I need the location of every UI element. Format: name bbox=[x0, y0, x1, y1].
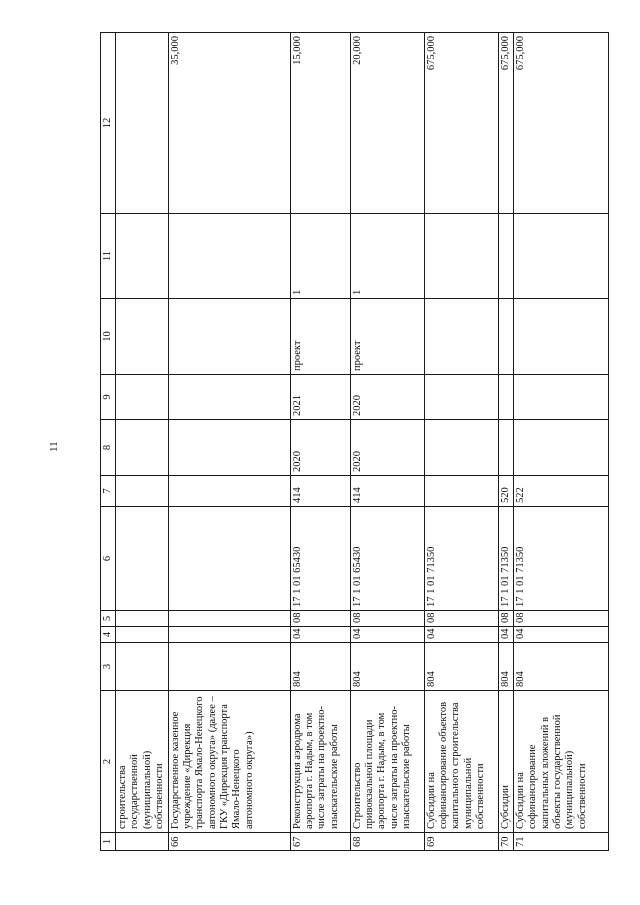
table-cell bbox=[168, 214, 290, 299]
description-cell: Субсидии bbox=[498, 691, 513, 833]
table-cell bbox=[168, 375, 290, 420]
table-cell bbox=[513, 420, 608, 476]
table-cell bbox=[116, 507, 169, 611]
description-cell: Строительство привокзальной площади аэропорта г. Надым, в том числе затраты на проектно-изыскательские работы bbox=[350, 691, 424, 833]
description-cell: Реконструкция аэродрома аэропорта г. Надым, в том числе затраты на проектно-изыскательские работы bbox=[290, 691, 350, 833]
table-cell: 414 bbox=[290, 476, 350, 507]
description-cell: Субсидии на софинансирование объектов капитального строительства муниципальной собственности bbox=[424, 691, 498, 833]
table-cell: 17 1 01 71350 bbox=[424, 507, 498, 611]
table-cell bbox=[168, 507, 290, 611]
page-number: 11 bbox=[48, 441, 60, 452]
header-cell: 8 bbox=[101, 420, 116, 476]
table-cell: проект bbox=[290, 299, 350, 375]
amount-cell: 20,000 bbox=[350, 33, 424, 214]
header-cell: 5 bbox=[101, 611, 116, 627]
table-cell bbox=[168, 476, 290, 507]
table-row bbox=[116, 33, 169, 851]
table-row bbox=[513, 33, 608, 851]
table-cell bbox=[116, 420, 169, 476]
table-cell bbox=[168, 643, 290, 691]
table-cell: 08 bbox=[498, 611, 513, 627]
table-cell bbox=[498, 299, 513, 375]
table-cell: 04 bbox=[513, 627, 608, 643]
table-cell bbox=[168, 611, 290, 627]
table-cell bbox=[498, 375, 513, 420]
header-cell: 10 bbox=[101, 299, 116, 375]
row-number-cell: 66 bbox=[168, 833, 290, 851]
table-cell bbox=[513, 214, 608, 299]
header-cell: 1 bbox=[101, 833, 116, 851]
table-cell: проект bbox=[350, 299, 424, 375]
table-cell: 17 1 01 65430 bbox=[350, 507, 424, 611]
rotated-table-wrapper bbox=[100, 33, 609, 851]
table-cell bbox=[168, 420, 290, 476]
description-cell: Государственное казенное учреждение «Дирекция транспорта Ямало-Ненецкого автономного округа» (далее – ГКУ «Дирекция транспорта Ямало-Ненецкого автономного округа») bbox=[168, 691, 290, 833]
table-cell: 17 1 01 71350 bbox=[498, 507, 513, 611]
table-cell bbox=[168, 627, 290, 643]
table-cell bbox=[498, 420, 513, 476]
table-cell: 08 bbox=[513, 611, 608, 627]
table-cell: 804 bbox=[513, 643, 608, 691]
table-cell: 04 bbox=[424, 627, 498, 643]
table-cell bbox=[116, 643, 169, 691]
budget-table bbox=[100, 32, 609, 851]
header-cell: 9 bbox=[101, 375, 116, 420]
table-cell: 804 bbox=[350, 643, 424, 691]
amount-cell: 15,000 bbox=[290, 33, 350, 214]
header-cell: 11 bbox=[101, 214, 116, 299]
table-cell: 04 bbox=[350, 627, 424, 643]
table-cell bbox=[424, 476, 498, 507]
table-cell bbox=[116, 299, 169, 375]
table-cell: 2021 bbox=[290, 375, 350, 420]
header-cell: 2 bbox=[101, 691, 116, 833]
table-cell: 804 bbox=[498, 643, 513, 691]
row-number-cell bbox=[116, 833, 169, 851]
description-cell: строительства государственной (муниципальной) собственности bbox=[116, 691, 169, 833]
table-row bbox=[290, 33, 350, 851]
table-row bbox=[424, 33, 498, 851]
table-cell: 804 bbox=[424, 643, 498, 691]
amount-cell: 675,000 bbox=[498, 33, 513, 214]
amount-cell: 35,000 bbox=[168, 33, 290, 214]
amount-cell: 675,000 bbox=[513, 33, 608, 214]
row-number-cell: 68 bbox=[350, 833, 424, 851]
table-cell bbox=[424, 214, 498, 299]
table-cell bbox=[424, 299, 498, 375]
table-cell: 04 bbox=[498, 627, 513, 643]
header-cell: 3 bbox=[101, 643, 116, 691]
table-row bbox=[350, 33, 424, 851]
row-number-cell: 71 bbox=[513, 833, 608, 851]
table-header-row bbox=[101, 33, 116, 851]
row-number-cell: 67 bbox=[290, 833, 350, 851]
table-cell: 08 bbox=[424, 611, 498, 627]
table-cell bbox=[116, 476, 169, 507]
table-cell: 2020 bbox=[290, 420, 350, 476]
table-cell bbox=[168, 299, 290, 375]
header-cell: 4 bbox=[101, 627, 116, 643]
table-cell: 2020 bbox=[350, 420, 424, 476]
description-cell: Субсидии на софинансирование капитальных вложений в объекты государственной (муниципальной) собственности bbox=[513, 691, 608, 833]
header-cell: 7 bbox=[101, 476, 116, 507]
table-cell: 08 bbox=[290, 611, 350, 627]
table-cell: 414 bbox=[350, 476, 424, 507]
table-row bbox=[498, 33, 513, 851]
table-cell bbox=[513, 299, 608, 375]
table-cell: 522 bbox=[513, 476, 608, 507]
table-cell bbox=[116, 214, 169, 299]
table-cell bbox=[116, 611, 169, 627]
row-number-cell: 70 bbox=[498, 833, 513, 851]
table-cell: 1 bbox=[350, 214, 424, 299]
table-cell: 1 bbox=[290, 214, 350, 299]
table-cell: 04 bbox=[290, 627, 350, 643]
table-cell: 17 1 01 65430 bbox=[290, 507, 350, 611]
table-cell bbox=[498, 214, 513, 299]
table-cell bbox=[116, 375, 169, 420]
row-number-cell: 69 bbox=[424, 833, 498, 851]
table-cell bbox=[116, 627, 169, 643]
table-cell: 804 bbox=[290, 643, 350, 691]
table-cell bbox=[513, 375, 608, 420]
table-cell bbox=[424, 375, 498, 420]
amount-cell: 675,000 bbox=[424, 33, 498, 214]
header-cell: 12 bbox=[101, 33, 116, 214]
header-cell: 6 bbox=[101, 507, 116, 611]
table-cell bbox=[424, 420, 498, 476]
table-cell: 2020 bbox=[350, 375, 424, 420]
table-cell: 520 bbox=[498, 476, 513, 507]
table-row bbox=[168, 33, 290, 851]
table-cell: 17 1 01 71350 bbox=[513, 507, 608, 611]
amount-cell bbox=[116, 33, 169, 214]
table-cell: 08 bbox=[350, 611, 424, 627]
